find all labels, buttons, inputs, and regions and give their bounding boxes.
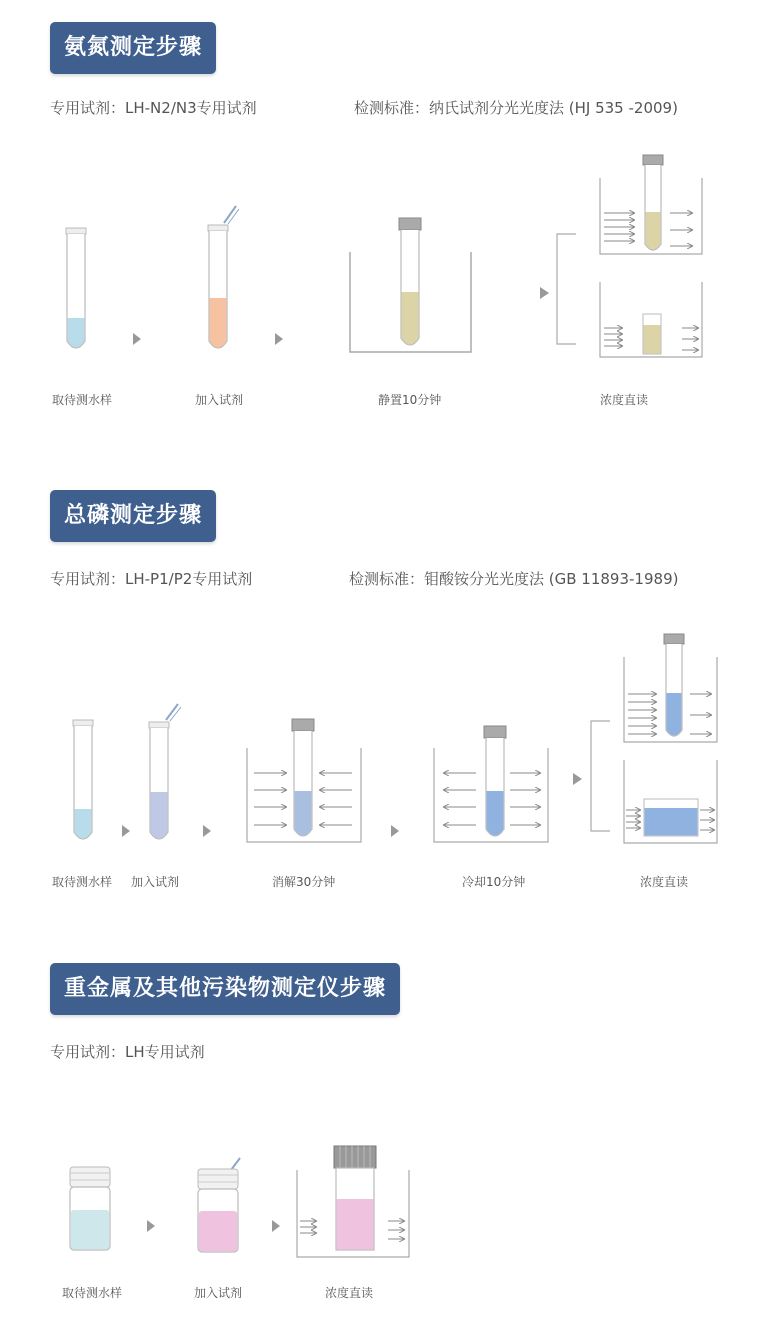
step-arrow <box>122 825 130 837</box>
step-label: 加入试剂 <box>131 875 180 889</box>
reading-box-top <box>624 634 717 742</box>
digestion-beaker <box>247 719 361 842</box>
beaker-stand <box>350 218 471 352</box>
reading-box <box>297 1146 409 1257</box>
step-arrow <box>147 1220 155 1232</box>
cooling-beaker <box>434 726 548 842</box>
test-tube-sample <box>66 228 86 348</box>
sample-vial <box>70 1167 110 1250</box>
step-label: 消解30分钟 <box>272 875 336 889</box>
section-title-heavy-metal: 重金属及其他污染物测定仪步骤 <box>50 963 400 1015</box>
step-label: 加入试剂 <box>195 393 244 407</box>
standard-text: 检测标准：纳氏试剂分光光度法 (HJ 535 -2009) <box>354 99 678 117</box>
reading-box-bottom <box>600 282 702 357</box>
test-tube-sample <box>73 720 93 839</box>
bracket <box>557 234 576 344</box>
section-title-phosphorus: 总磷测定步骤 <box>50 490 216 542</box>
step-label: 浓度直读 <box>640 875 689 889</box>
step-label: 取待测水样 <box>52 393 113 407</box>
step-arrow <box>275 333 283 345</box>
test-tube-reagent <box>208 206 239 348</box>
reading-box-top <box>600 155 702 254</box>
step-arrow <box>391 825 399 837</box>
step-label: 浓度直读 <box>325 1286 374 1300</box>
step-arrow <box>272 1220 280 1232</box>
step-label: 冷却10分钟 <box>462 875 526 889</box>
step-arrow <box>133 333 141 345</box>
step-arrow <box>540 287 549 299</box>
test-tube-reagent <box>149 704 181 839</box>
reading-box-bottom <box>624 760 717 843</box>
step-label: 浓度直读 <box>600 393 649 407</box>
section-title-ammonia: 氨氮测定步骤 <box>50 22 216 74</box>
reagent-text: 专用试剂：LH专用试剂 <box>50 1043 205 1061</box>
bracket <box>591 721 610 831</box>
step-label: 静置10分钟 <box>378 393 442 407</box>
step-label: 取待测水样 <box>62 1286 123 1300</box>
reagent-vial <box>198 1158 240 1252</box>
step-label: 加入试剂 <box>194 1286 243 1300</box>
step-arrow <box>203 825 211 837</box>
standard-text: 检测标准：钼酸铵分光光度法 (GB 11893-1989) <box>349 570 679 588</box>
step-label: 取待测水样 <box>52 875 113 889</box>
reagent-text: 专用试剂：LH-N2/N3专用试剂 <box>50 99 257 117</box>
step-arrow <box>573 773 582 785</box>
reagent-text: 专用试剂：LH-P1/P2专用试剂 <box>50 570 253 588</box>
